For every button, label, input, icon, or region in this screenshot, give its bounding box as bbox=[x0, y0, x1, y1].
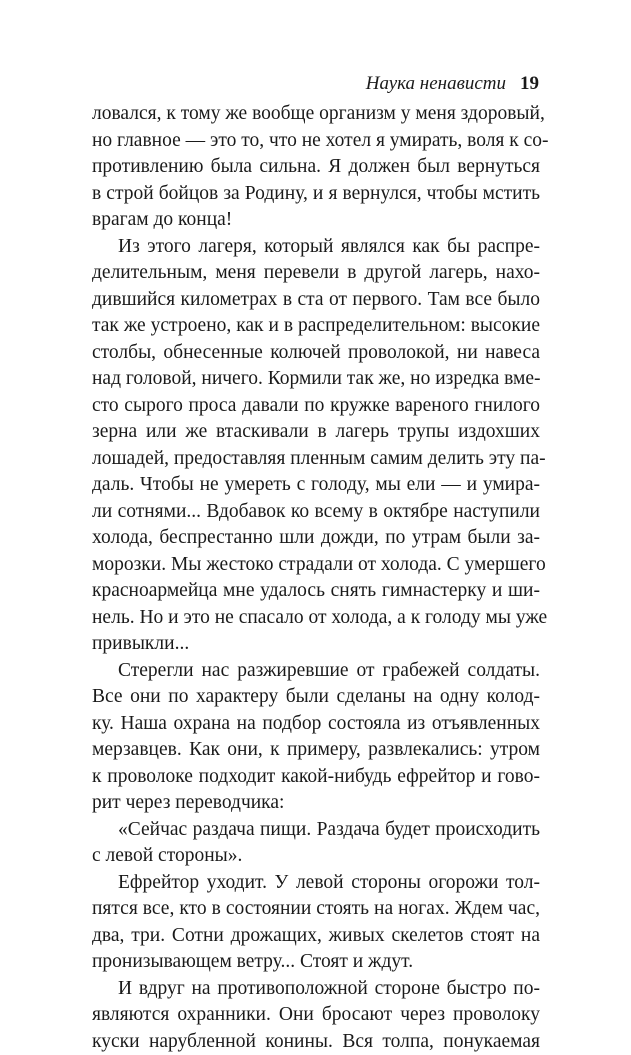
text-line: с левой стороны». bbox=[92, 843, 540, 870]
text-line: сто сырого проса давали по кружке вареного гнилого bbox=[92, 393, 540, 420]
text-line: дившийся километрах в ста от первого. Там все было bbox=[92, 287, 540, 314]
text-line: столбы, обнесенные колючей проволокой, ни навеса bbox=[92, 340, 540, 367]
text-line: врагам до конца! bbox=[92, 207, 540, 234]
text-line: пронизывающем ветру... Стоят и ждут. bbox=[92, 949, 540, 976]
text-line: даль. Чтобы не умереть с голоду, мы ели — и умира- bbox=[92, 472, 540, 499]
text-line: ку. Наша охрана на подбор состояла из отъявленных bbox=[92, 711, 540, 738]
text-line: над головой, ничего. Кормили так же, но изредка вме- bbox=[92, 366, 540, 393]
text-line: в строй бойцов за Родину, и я вернулся, чтобы мстить bbox=[92, 181, 540, 208]
text-line: морозки. Мы жестоко страдали от холода. С умершего bbox=[92, 552, 540, 579]
running-head-title: Наука ненависти bbox=[366, 73, 506, 94]
text-line: противлению была сильна. Я должен был вернуться bbox=[92, 154, 540, 181]
text-line: Из этого лагеря, который являлся как бы распре- bbox=[92, 234, 540, 261]
text-line: рит через переводчика: bbox=[92, 790, 540, 817]
page-number: 19 bbox=[520, 73, 539, 94]
text-line: красноармейца мне удалось снять гимнастерку и ши- bbox=[92, 578, 540, 605]
text-line: два, три. Сотни дрожащих, живых скелетов стоят на bbox=[92, 923, 540, 950]
text-line: лошадей, предоставляя пленным самим делить эту па- bbox=[92, 446, 540, 473]
text-line: ловался, к тому же вообще организм у меня здоровый, bbox=[92, 101, 540, 128]
text-line: «Сейчас раздача пищи. Раздача будет происходить bbox=[92, 817, 540, 844]
running-head bbox=[366, 72, 539, 96]
text-line: холода, беспрестанно шли дожди, по утрам были за- bbox=[92, 525, 540, 552]
text-line: куски нарубленной конины. Вся толпа, понукаемая bbox=[92, 1029, 540, 1055]
text-line: пятся все, кто в состоянии стоять на ногах. Ждем час, bbox=[92, 896, 540, 923]
text-line: мерзавцев. Как они, к примеру, развлекались: утром bbox=[92, 737, 540, 764]
text-line: являются охранники. Они бросают через проволоку bbox=[92, 1002, 540, 1029]
body-text bbox=[92, 101, 540, 1055]
text-line: ли сотнями... Вдобавок ко всему в октябре наступили bbox=[92, 499, 540, 526]
text-line: Ефрейтор уходит. У левой стороны огорожи тол- bbox=[92, 870, 540, 897]
text-line: нель. Но и это не спасало от холода, а к голоду мы уже bbox=[92, 605, 540, 632]
text-line: Стерегли нас разжиревшие от грабежей солдаты. bbox=[92, 658, 540, 685]
text-line: Все они по характеру были сделаны на одну колод- bbox=[92, 684, 540, 711]
text-line: делительным, меня перевели в другой лагерь, нахо- bbox=[92, 260, 540, 287]
text-line: но главное — это то, что не хотел я умирать, воля к со- bbox=[92, 128, 540, 155]
text-line: привыкли... bbox=[92, 631, 540, 658]
text-line: так же устроено, как и в распределительном: высокие bbox=[92, 313, 540, 340]
text-line: И вдруг на противоположной стороне быстро по- bbox=[92, 976, 540, 1003]
text-line: к проволоке подходит какой-нибудь ефрейтор и гово- bbox=[92, 764, 540, 791]
text-line: зерна или же втаскивали в лагерь трупы издохших bbox=[92, 419, 540, 446]
